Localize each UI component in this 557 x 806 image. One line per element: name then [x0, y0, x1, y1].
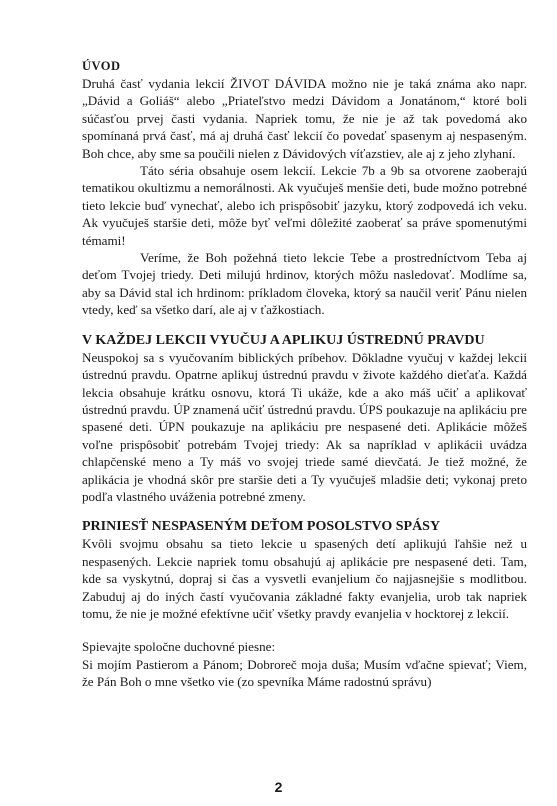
intro-paragraph-2: Táto séria obsahuje osem lekcií. Lekcie 7b a 9b sa otvorene zaoberajú tematikou okultizmu a nemorálnosti. Ak vyučuješ menšie deti, bude možno potrebné tieto lekcie buď vynechať, alebo ich prispôsobiť jazyku, ktorý zodpovedá ich veku. Ak vyučuješ staršie deti, môže byť veľmi dôležité zaoberať sa práve spomenutými témami!	[82, 163, 527, 248]
intro-heading: ÚVOD	[82, 59, 121, 73]
teach-section-heading: V KAŽDEJ LEKCII VYUČUJ A APLIKUJ ÚSTREDNÚ PRAVDU	[82, 332, 485, 348]
songs-list: Si mojím Pastierom a Pánom; Dobroreč moja duša; Musím vďačne spievať; Viem, že Pán Boh o mne všetko vie (zo spevníka Máme radostnú správu)	[82, 656, 527, 690]
intro-paragraph-1: Druhá časť vydania lekcií ŽIVOT DÁVIDA možno nie je taká známa ako napr. „Dávid a Goliáš“ alebo „Priateľstvo medzi Dávidom a Jonatánom,“ ktoré boli súčasťou prvej časti vydania. Napriek tomu, že nie je až tak povedomá ako spomínaná prvá časť, má aj druhá časť lekcií čo povedať spasenym aj nespaseným. Boh chce, aby sme sa poučili nielen z Dávidových víťazstiev, ale aj z jeho zlyhaní.	[82, 76, 527, 161]
gospel-section-heading: PRINIESŤ NESPASENÝM DEŤOM POSOLSTVO SPÁSY	[82, 519, 441, 535]
teach-section-paragraph: Neuspokoj sa s vyučovaním biblických príbehov. Dôkladne vyučuj v každej lekcii ústrednú pravdu. Opatrne aplikuj ústrednú pravdu v živote každého dieťaťa. Každá lekcia obsahuje krátku osnovu, ktorá Ti ukáže, kde a ako máš učiť a aplikovať ústrednú pravdu. ÚP znamená učiť ústrednú pravdu. ÚPS poukazuje na aplikáciu pre spasené deti. ÚPN poukazuje na aplikáciu pre nespasené deti. Aplikácie môžeš voľne prispôsobiť potrebám Tvojej triedy: Ak sa napríklad v aplikácii uvádza chlapčenské meno a Ty máš vo svojej triede samé dievčatá. Je tiež možné, že aplikácia je vhodná skôr pre staršie deti a Ty vyučuješ mladšie deti; vykonaj preto podľa vlastného uváženia potrebné zmeny.	[82, 349, 527, 504]
songs-intro: Spievajte spoločne duchovné piesne:	[82, 639, 276, 655]
gospel-section-paragraph: Kvôli svojmu obsahu sa tieto lekcie u spasených detí aplikujú ľahšie než u nespasených. Lekcie napriek tomu obsahujú aj aplikácie pre nespasené deti. Tam, kde sa vyskytnú, dopraj si čas a vysvetli evanjelium čo najjasnejšie s modlitbou. Zabuduj aj do iných častí vyučovania základné fakty evanjelia, urob tak napriek tomu, že nie je možné efektívne učiť všetky pravdy evanjelia v hocktorej z lekcií.	[82, 536, 527, 621]
intro-paragraph-3: Veríme, že Boh požehná tieto lekcie Tebe a prostredníctvom Teba aj deťom Tvojej triedy. Deti milujú hrdinov, ktorých môžu nasledovať. Modlíme sa, aby sa Dávid stal ich hrdinom: príkladom človeka, ktorý sa naučil veriť Pánu nielen vtedy, keď sa všetko darí, ale aj v ťažkostiach.	[82, 250, 527, 318]
page-number: 2	[274, 779, 283, 795]
